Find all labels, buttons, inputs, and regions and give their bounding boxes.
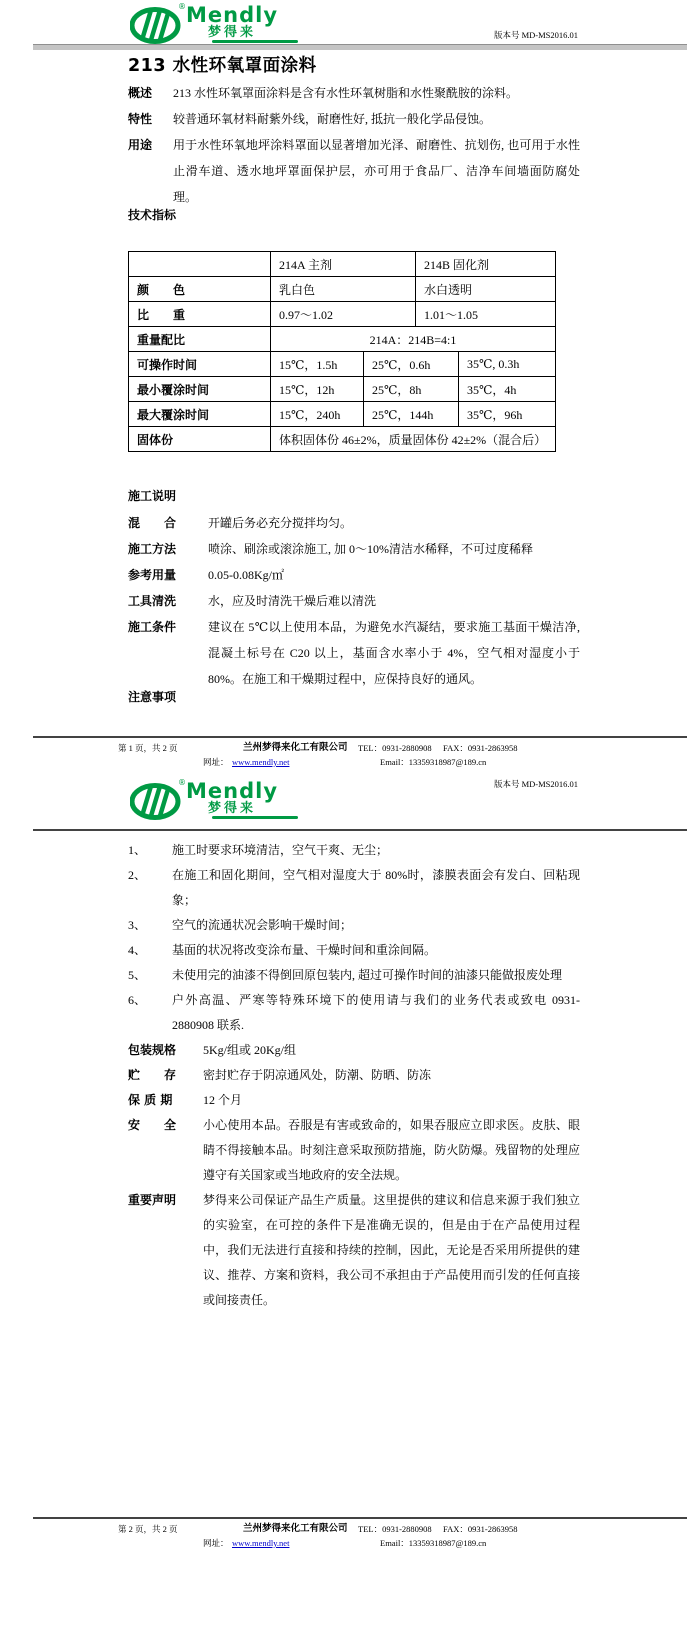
color-b-cell: 水白透明 [416,277,556,302]
color-label-cell: 颜 色 [129,277,271,302]
dosage-row [128,562,580,588]
table-row [129,277,556,302]
company-name: 兰州梦得来化工有限公司 [243,1523,348,1534]
page2-footer [0,1522,687,1552]
note-number: 5、 [128,968,147,982]
footer-divider [33,736,687,738]
method-row [128,536,580,562]
disclaimer-label: 重要声明 [128,1193,177,1207]
overview-text: 213 水性环氧罩面涂料是含有水性环氧树脂和水性聚酰胺的涂料。 [173,86,519,100]
note-item [128,988,580,1038]
registered-mark: ® [178,2,186,11]
tool-cleaning-row [128,588,580,614]
table-row [129,427,556,452]
features-row [128,106,580,132]
construction-heading: 施工说明 [128,489,177,503]
mendly-emblem-icon [130,7,182,44]
note-item [128,913,580,938]
table-row [129,327,556,352]
version-label: 版本号 MD-MS2016.01 [493,30,578,40]
website-label: 网址： [203,757,229,767]
note-item [128,838,580,863]
conditions-label: 施工条件 [128,620,177,634]
mixing-label: 混 合 [128,516,177,530]
safety-row [128,1113,580,1188]
pot-life-label-cell: 可操作时间 [129,352,271,377]
gravity-a-cell: 0.97～1.02 [271,302,416,327]
disclaimer-text: 梦得来公司保证产品生产质量。这里提供的建议和信息来源于我们独立的实验室，在可控的条件下是准确无误的，但是由于在产品使用过程中，我们无法进行直接和持续的控制，因此，无论是否采用所提供的建议、推荐、方案和资料，我公司不承担由于产品使用而引发的任何直接或间接责任。 [203,1193,580,1307]
registered-mark: ® [178,778,186,787]
overview-label: 概述 [128,86,153,100]
logo-brand-cn: 梦得来 [208,25,257,40]
page-number: 第 1 页，共 2 页 [118,743,178,753]
gravity-label-cell: 比 重 [129,302,271,327]
tel-number: TEL：0931-2880908 [358,1524,432,1534]
table-row [129,302,556,327]
header-divider-band [33,44,687,50]
solids-value-cell: 体积固体份 46±2%，质量固体份 42±2%（混合后） [271,427,556,452]
dosage-label: 参考用量 [128,568,177,582]
intro-section [128,80,580,210]
version-label: 版本号 MD-MS2016.01 [493,779,578,789]
tech-specs-table [128,251,556,452]
email-address: Email：13359318987@189.cn [380,757,487,767]
max-recoat-label-cell: 最大覆涂时间 [129,402,271,427]
ratio-label-cell: 重量配比 [129,327,271,352]
logo-brand-cn: 梦得来 [208,801,257,816]
tool-cleaning-label: 工具清洗 [128,594,177,608]
table-row [129,252,556,277]
note-number: 1、 [128,843,147,857]
conditions-text: 建议在 5℃以上使用本品，为避免水汽凝结，要求施工基面干燥洁净, 混凝土标号在 C20 以上，基面含水率小于 4%，空气相对湿度小于 80%。在施工和干燥期过程中，应保持良好的通风。 [208,620,580,686]
page1-footer [0,741,687,771]
note-text: 未使用完的油漆不得倒回原包装内, 超过可操作时间的油漆只能做报废处理 [172,968,563,982]
website-link[interactable]: www.mendly.net [232,1538,290,1548]
mendly-logo [130,778,298,820]
table-row [129,377,556,402]
min-recoat-35c-cell: 35℃，4h [459,377,556,402]
usage-row [128,132,580,210]
safety-text: 小心使用本品。吞服是有害或致命的，如果吞服应立即求医。皮肤、眼睛不得接触本品。时刻注意采取预防措施，防火防爆。残留物的处理应遵守有关国家或当地政府的安全法规。 [203,1118,580,1182]
logo-brand-en: Mendly [186,3,279,27]
shelf-life-row [128,1088,580,1113]
logo-underline [212,40,298,43]
solids-label-cell: 固体份 [129,427,271,452]
mendly-emblem-icon [130,783,182,820]
safety-label: 安 全 [128,1118,177,1132]
note-item [128,963,580,988]
table-row [129,352,556,377]
overview-row [128,80,580,106]
company-name: 兰州梦得来化工有限公司 [243,742,348,753]
packaging-row [128,1038,580,1063]
website-link[interactable]: www.mendly.net [232,757,290,767]
conditions-row [128,614,580,692]
page-title: 213 水性环氧罩面涂料 [128,56,317,76]
shelf-life-text: 12 个月 [203,1093,243,1107]
header-empty-cell [129,252,271,277]
min-recoat-label-cell: 最小覆涂时间 [129,377,271,402]
header-214a-cell: 214A 主剂 [271,252,416,277]
note-text: 空气的流通状况会影响干燥时间； [172,918,353,932]
usage-text: 用于水性环氧地坪涂料罩面以显著增加光泽、耐磨性、抗划伤, 也可用于水性止滑车道、透水地坪罩面保护层，亦可用于食品厂、洁净车间墙面防腐处理。 [173,138,580,204]
disclaimer-row [128,1188,580,1313]
note-number: 3、 [128,918,147,932]
dosage-text: 0.05-0.08Kg/㎡ [208,568,284,582]
table-row [129,402,556,427]
min-recoat-15c-cell: 15℃，12h [271,377,364,402]
gravity-b-cell: 1.01～1.05 [416,302,556,327]
website-label: 网址： [203,1538,229,1548]
construction-section [128,510,580,692]
max-recoat-25c-cell: 25℃，144h [364,402,459,427]
method-text: 喷涂、刷涂或滚涂施工, 加 0～10%清洁水稀释，不可过度稀释 [208,542,533,556]
note-text: 在施工和固化期间，空气相对湿度大于 80%时，漆膜表面会有发白、回粘现象； [172,868,580,907]
shelf-life-label: 保 质 期 [128,1093,173,1107]
note-item [128,863,580,913]
note-text: 基面的状况将改变涂布量、干燥时间和重涂间隔。 [172,943,437,957]
page2-content [128,838,580,1313]
packaging-label: 包装规格 [128,1043,177,1057]
note-number: 4、 [128,943,147,957]
logo-text [178,778,298,819]
ratio-value-cell: 214A：214B=4:1 [271,327,556,352]
mendly-logo [130,2,298,44]
tech-specs-heading: 技术指标 [128,208,177,222]
fax-number: FAX：0931-2863958 [443,743,518,753]
note-number: 6、 [128,993,147,1007]
max-recoat-15c-cell: 15℃，240h [271,402,364,427]
min-recoat-25c-cell: 25℃，8h [364,377,459,402]
max-recoat-35c-cell: 35℃，96h [459,402,556,427]
logo-text [178,2,298,43]
fax-number: FAX：0931-2863958 [443,1524,518,1534]
logo-underline [212,816,298,819]
note-item [128,938,580,963]
note-text: 施工时要求环境清洁，空气干爽、无尘； [172,843,389,857]
tel-number: TEL：0931-2880908 [358,743,432,753]
page-number: 第 2 页，共 2 页 [118,1524,178,1534]
mixing-text: 开罐后务必充分搅拌均匀。 [208,516,353,530]
header-214b-cell: 214B 固化剂 [416,252,556,277]
packaging-text: 5Kg/组或 20Kg/组 [203,1043,297,1057]
features-label: 特性 [128,112,153,126]
storage-row [128,1063,580,1088]
pot-life-25c-cell: 25℃，0.6h [364,352,459,377]
method-label: 施工方法 [128,542,177,556]
email-address: Email：13359318987@189.cn [380,1538,487,1548]
usage-label: 用途 [128,138,153,152]
pot-life-15c-cell: 15℃，1.5h [271,352,364,377]
pot-life-35c-cell: 35℃, 0.3h [459,352,556,377]
notes-heading: 注意事项 [128,690,177,704]
features-text: 较普通环氧材料耐紫外线，耐磨性好, 抵抗一般化学品侵蚀。 [173,112,492,126]
storage-text: 密封贮存于阴凉通风处，防潮、防晒、防冻 [203,1068,432,1082]
note-number: 2、 [128,868,147,882]
footer-divider [33,1517,687,1519]
mixing-row [128,510,580,536]
note-text: 户外高温、严寒等特殊环境下的使用请与我们的业务代表或致电 0931-2880908 联系. [172,993,580,1032]
color-a-cell: 乳白色 [271,277,416,302]
header-divider [33,829,687,831]
logo-brand-en: Mendly [186,779,279,803]
storage-label: 贮 存 [128,1068,177,1082]
tool-cleaning-text: 水，应及时清洗干燥后难以清洗 [208,594,377,608]
